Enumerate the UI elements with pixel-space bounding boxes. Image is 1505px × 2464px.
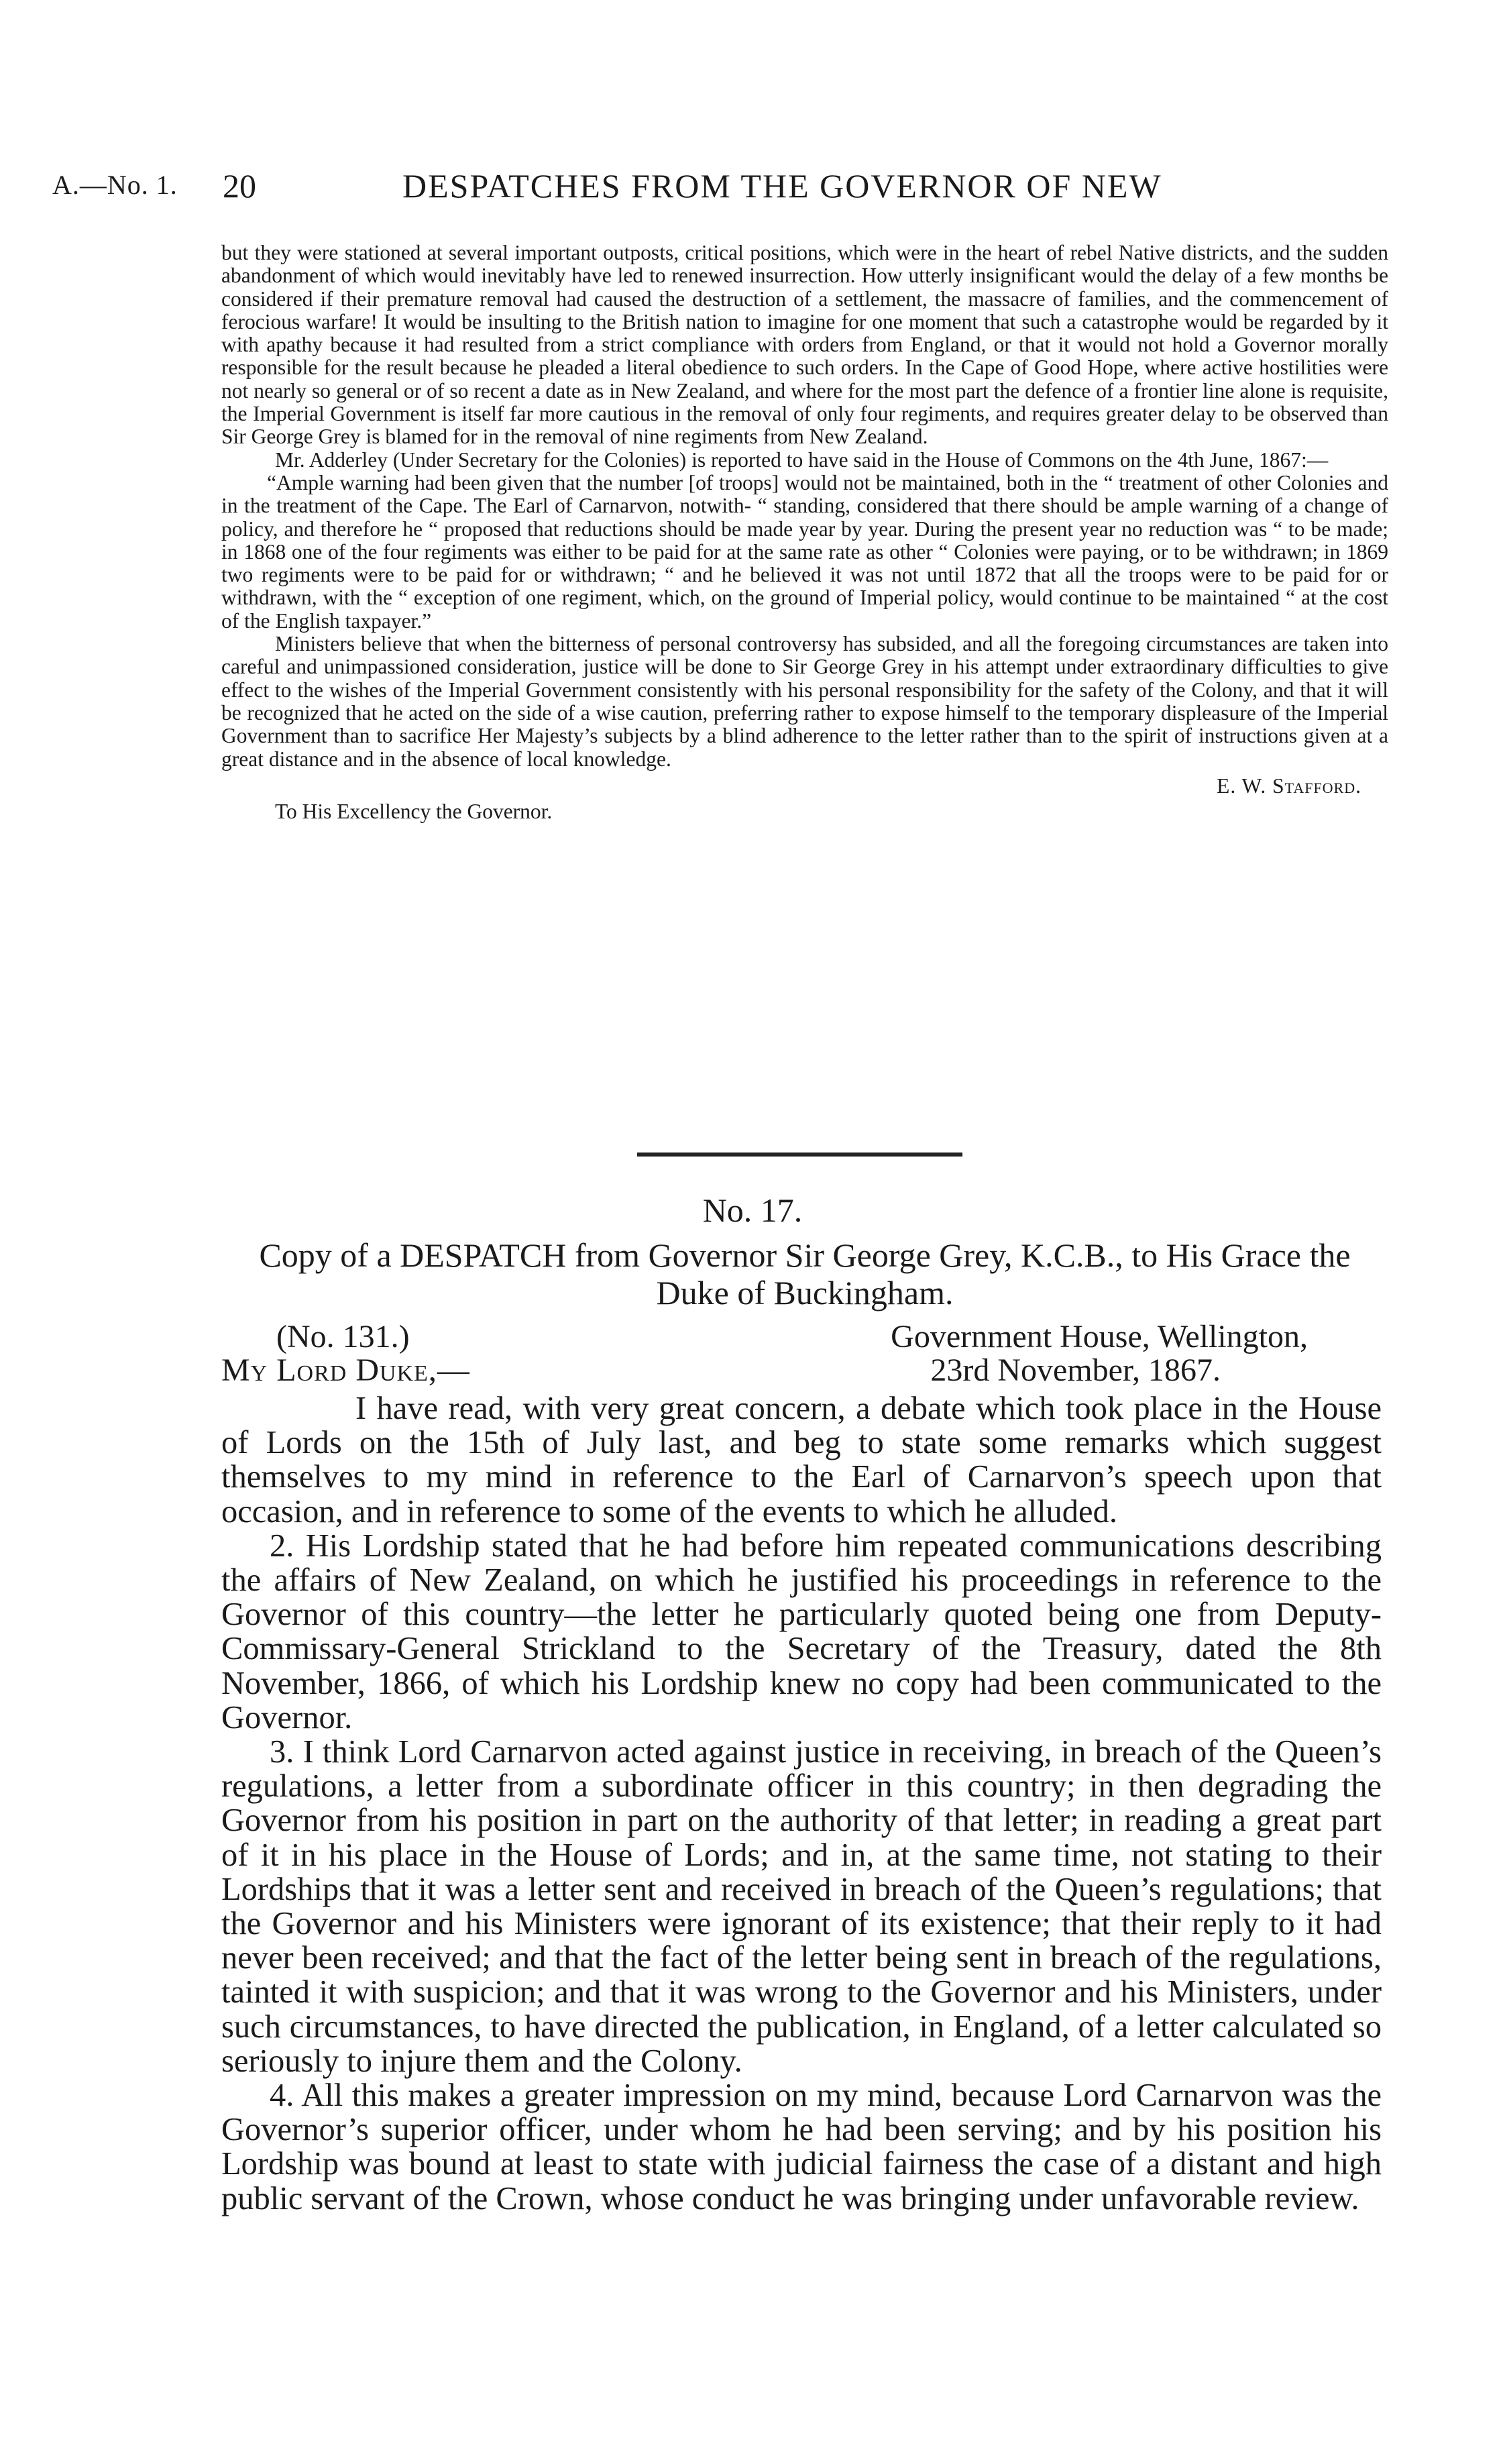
ministers-memorandum: [221, 242, 1388, 823]
despatch-body: [221, 1391, 1382, 2216]
memo-paragraph: but they were stationed at several important outposts, critical positions, which were in the heart of rebel Native districts, and the sudden abandonment of which would inevitably have led to renewed insurrection. How utterly insignificant would the delay of a few months be considered if their premature removal had caused the destruction of a settlement, the massacre of families, and the commencement of ferocious warfare! It would be insulting to the British nation to imagine for one moment that such a catastrophe would be regarded by it with apathy because it had resulted from a strict compliance with orders from England, or that it would not hold a Governor morally responsible for the result because he pleaded a literal obedience to such orders. In the Cape of Good Hope, where active hostilities were not nearly so general or of so recent a date as in New Zealand, and where for the most part the defence of a frontier line alone is requisite, the Imperial Government is itself far more cautious in the removal of only four regiments, and requires greater delay to be observed than Sir George Grey is blamed for in the removal of nine regiments from New Zealand.: [221, 241, 1388, 449]
memo-paragraph: Ministers believe that when the bitterness of personal controversy has subsided, and all the foregoing circumstances are taken into careful and unimpassioned consideration, justice will be done to Sir George Grey in his attempt under extraordinary difficulties to give effect to the wishes of the Imperial Government consistently with his personal responsibility for the safety of the Colony, and that it will be recognized that he acted on the side of a wise caution, preferring rather to expose himself to the temporary displeasure of the Imperial Government than to sacrifice Her Majesty’s subjects by a blind adherence to the letter rather than to the spirit of instructions given at a great distance and in the absence of local knowledge.: [221, 632, 1388, 771]
section-divider: [637, 1153, 962, 1157]
salutation: My Lord Duke,—: [221, 1352, 470, 1388]
despatch-place: Government House, Wellington,: [891, 1319, 1308, 1354]
addressee: To His Excellency the Governor.: [275, 800, 553, 824]
page-number: 20: [223, 167, 256, 205]
despatch-title: Copy of a DESPATCH from Governor Sir George Grey, K.C.B., to His Grace the Duke of Buckingham.: [259, 1236, 1351, 1311]
despatch-meta: [221, 1320, 1388, 1387]
signature: E. W. Stafford.: [1217, 773, 1361, 798]
quoted-speech: “Ample warning had been given that the number [of troops] would not be maintained, both in the “ treatment of other Colonies and in the treatment of the Cape. The Earl of Carnarvon, notwith- “ standing, considered that there should be ample warning of a change of policy, and therefore he “ proposed that reductions should be made year by year. During the present year no reduction was “ to be made; in 1868 one of the four regiments was either to be paid for at the same rate as other “ Colonies were paying, or to be withdrawn; in 1869 two regiments were to be paid for or withdrawn; “ and he believed it was not until 1872 that all the troops were to be paid for or withdrawn, with the “ exception of one regiment, which, on the ground of Imperial policy, would continue to be maintained “ at the cost of the English taxpayer.”: [221, 470, 1388, 633]
page-header: [0, 166, 1505, 207]
memo-paragraph: Mr. Adderley (Under Secretary for the Colonies) is reported to have said in the House of Commons on the 4th June, 1867:—: [275, 447, 1329, 472]
document-reference: A.—No. 1.: [52, 170, 178, 200]
body-paragraph: 2. His Lordship stated that he had before him repeated communications describing the affairs of New Zealand, on which he justified his proceedings in reference to the Governor of this country—the letter he particularly quoted being one from Deputy-Commissary-General Strickland to the Secretary of the Treasury, dated the 8th November, 1866, of which his Lordship knew no copy had been communicated to the Governor.: [221, 1528, 1382, 1735]
body-paragraph: 3. I think Lord Carnarvon acted against justice in receiving, in breach of the Queen’s regulations, a letter from a subordinate officer in this country; in then degrading the Governor from his position in part on the authority of that letter; in reading a great part of it in his place in the House of Lords; and in, at the same time, not stating to their Lordships that it was a letter sent and received in breach of the Queen’s regulations; that the Governor and his Ministers were ignorant of its existence; that their reply to it had never been received; and that the fact of the letter being sent in breach of the regulations, tainted it with suspicion; and that it was wrong to the Governor and his Ministers, under such circumstances, to have directed the publication, in England, of a letter calculated so seriously to injure them and the Colony.: [221, 1734, 1382, 2079]
body-paragraph: 4. All this makes a greater impression on my mind, because Lord Carnarvon was the Governor’s superior officer, under whom he had been serving; and by his position his Lordship was bound at least to state with judicial fairness the case of a distant and high public servant of the Crown, whose conduct he was bringing under unfavorable review.: [221, 2078, 1382, 2216]
despatch-number: No. 17.: [702, 1191, 803, 1229]
despatch-date: 23rd November, 1867.: [930, 1352, 1221, 1388]
body-paragraph: I have read, with very great concern, a debate which took place in the House of Lords on the 15th of July last, and beg to state some remarks which suggest themselves to my mind in reference to the Earl of Carnarvon’s speech upon that occasion, and in reference to some of the events to which he alluded.: [221, 1391, 1382, 1530]
despatch-ref-no: (No. 131.): [276, 1319, 410, 1354]
running-title: DESPATCHES FROM THE GOVERNOR OF NEW: [402, 167, 1162, 205]
